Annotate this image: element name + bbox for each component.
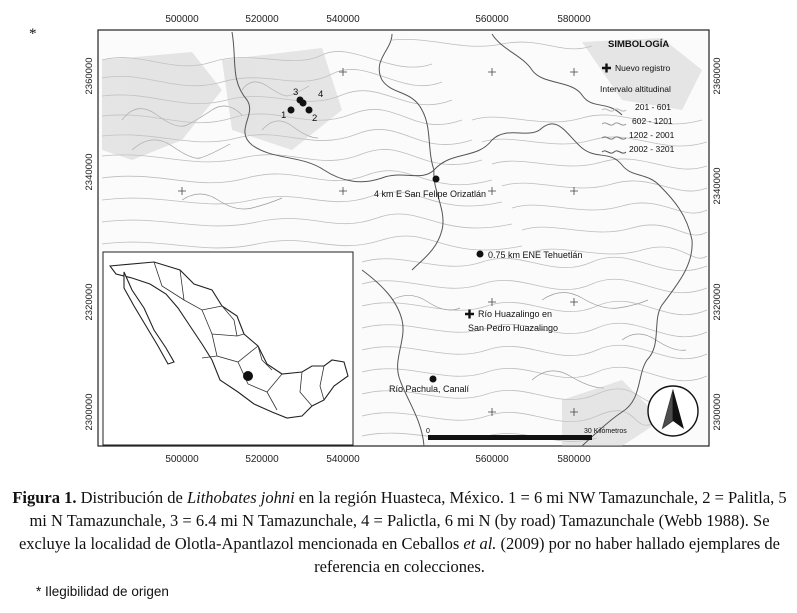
label-huazalingo-1: Río Huazalingo en [478,309,553,319]
northing-tick-left-1: 2360000 [84,57,95,95]
label-tehuetlan: 0.75 km ENE Tehuetlán [488,250,583,260]
caption-species: Lithobates johni [186,488,295,507]
easting-tick-bottom-5: 580000 [557,454,591,465]
easting-tick-bottom-4: 560000 [475,454,509,465]
label-pachula: Río Pachula, Canalí [389,384,470,394]
point-tehuetlan [477,251,484,258]
northing-tick-right-4: 2300000 [712,393,723,431]
point-3 [300,100,307,107]
easting-tick-bottom-1: 500000 [165,454,199,465]
study-area-marker [243,371,253,381]
caption-label: Figura 1. [12,488,77,507]
easting-tick-bottom-3: 540000 [326,454,360,465]
scale-end: 30 Kilómetros [584,428,627,435]
caption-text-3: (2009) por no haber hallado ejemplares de referencia en colecciones. [314,534,781,576]
caption-etal: et al. [463,534,497,553]
easting-tick-top-3: 540000 [326,14,360,25]
legend-title: SIMBOLOGÍA [608,39,670,50]
point-san-felipe [433,176,440,183]
map-svg [62,0,742,478]
legend-interval-title: Intervalo altitudinal [600,84,671,94]
point-label-1: 1 [281,110,287,121]
easting-tick-top-1: 500000 [165,14,199,25]
northing-tick-right-1: 2360000 [712,57,723,95]
top-asterisk: * [29,26,37,42]
point-1 [288,107,295,114]
northing-tick-right-2: 2340000 [712,167,723,205]
northing-tick-left-4: 2300000 [84,393,95,431]
label-huazalingo-2: San Pedro Huazalingo [468,323,559,333]
point-label-3: 3 [293,87,299,98]
easting-tick-bottom-2: 520000 [245,454,279,465]
point-label-4: 4 [318,89,324,100]
easting-tick-top-2: 520000 [245,14,279,25]
label-san-felipe: 4 km E San Felipe Orizatlán [374,189,487,199]
legend-interval-2: 602 - 1201 [632,116,673,126]
legend-interval-3: 1202 - 2001 [629,130,675,140]
caption-text-1: Distribución de [76,488,187,507]
easting-tick-top-5: 580000 [557,14,591,25]
easting-tick-top-4: 560000 [475,14,509,25]
northing-tick-left-3: 2320000 [84,283,95,321]
northing-tick-left-2: 2340000 [84,153,95,191]
footnote: * Ilegibilidad de origen [36,584,169,599]
legend-new-record: Nuevo registro [615,63,671,73]
map-figure [62,0,742,478]
inset-mexico-map [103,252,353,445]
scale-start: 0 [426,428,430,435]
northing-tick-right-3: 2320000 [712,283,723,321]
point-pachula [430,376,437,383]
legend-interval-4: 2002 - 3201 [629,144,675,154]
figure-caption [12,486,787,578]
north-arrow [648,386,698,436]
caption-text-2: en la región Huasteca, México. 1 = 6 mi NW Tamazunchale, 2 = Palitla, 5 mi N Tamazunchale, 3 = 6.4 mi N Tamazunchale, 4 = Palictla, 6 mi N (by road) Tamazunchale (Webb 1988). Se excluye la localidad de Olotla-Apantlazol mencionada en Ceballos [18,488,787,553]
point-label-2: 2 [312,113,318,124]
legend-interval-1: 201 - 601 [635,102,671,112]
